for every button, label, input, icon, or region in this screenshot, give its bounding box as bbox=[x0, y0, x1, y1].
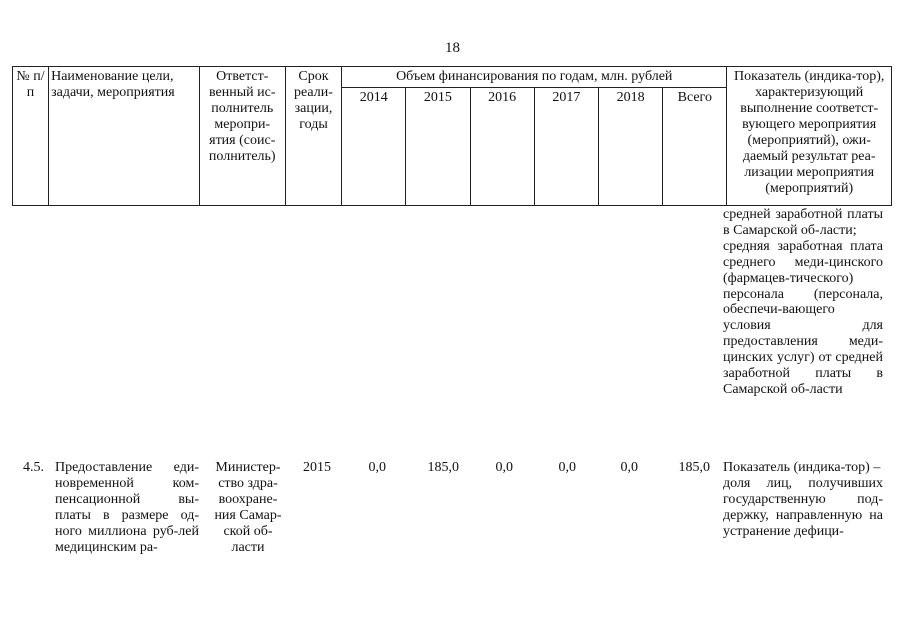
header-executor: Ответст-венный ис-полнитель меропри-ятия (соис-полнитель) bbox=[199, 67, 285, 206]
header-year: 2015 bbox=[406, 88, 470, 206]
header-indicator: Показатель (индика-тор), характеризующий выполнение соответст-вующего мероприятия (мероприятий), ожи-даемый результат реа-лизации мероприятия (мероприятий) bbox=[727, 67, 892, 206]
row-indicator bbox=[723, 460, 883, 540]
page-number: 18 bbox=[445, 40, 460, 56]
header-term: Срок реали-зации, годы bbox=[285, 67, 341, 206]
row-number: 4.5. bbox=[23, 460, 44, 475]
header-year: 2017 bbox=[534, 88, 598, 206]
row-value-2018: 0,0 bbox=[620, 460, 638, 475]
row-value-2014: 0,0 bbox=[368, 460, 386, 475]
row-value-2015: 185,0 bbox=[427, 460, 459, 475]
row-value-total: 185,0 bbox=[678, 460, 710, 475]
indicator-continuation bbox=[723, 207, 883, 398]
header-num: № п/п bbox=[13, 67, 49, 206]
header-table bbox=[12, 66, 892, 206]
row-value-2017: 0,0 bbox=[558, 460, 576, 475]
row-executor: Министер-ство здра-воохране-ния Самар-ской об-ласти bbox=[214, 460, 282, 555]
continuation-line: средняя заработная плата среднего меди-цинского (фармацев-тического) персонала (персонала, обеспечи-вающего условия для предоставления меди-цинских услуг) от средней заработной платы в Самарской об-ласти bbox=[723, 238, 883, 397]
header-year: 2016 bbox=[470, 88, 534, 206]
row-name: Предоставление еди-новременной ком-пенсационной вы-платы в размере од-ного миллиона руб-лей медицинским ра- bbox=[55, 460, 199, 555]
header-year: 2014 bbox=[342, 88, 406, 206]
header-funding: Объем финансирования по годам, млн. рублей bbox=[342, 67, 727, 88]
header-name: Наименование цели, задачи, мероприятия bbox=[49, 67, 200, 206]
header-total: Всего bbox=[663, 88, 727, 206]
header-year: 2018 bbox=[598, 88, 662, 206]
indicator-line: Показатель (индика-тор) – bbox=[723, 460, 881, 475]
row-value-2016: 0,0 bbox=[495, 460, 513, 475]
row-term: 2015 bbox=[303, 460, 331, 475]
indicator-line: доля лиц, получивших государственную под-держку, направленную на устранение дефици- bbox=[723, 475, 883, 539]
continuation-line: средней заработной платы в Самарской об-ласти; bbox=[723, 207, 883, 238]
